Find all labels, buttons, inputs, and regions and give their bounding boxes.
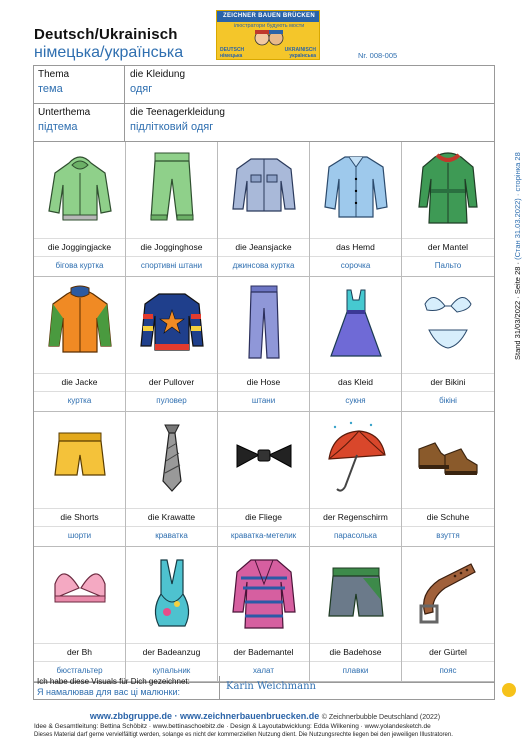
vocab-card <box>402 277 494 412</box>
subtheme-uk: підлітковий одяг <box>130 121 214 133</box>
word-de: der Gürtel <box>402 643 494 660</box>
illustrator-label-uk: Я намалював для вас ці малюнки: <box>37 687 180 697</box>
vocab-card <box>402 547 494 682</box>
bow-tie-icon <box>231 419 297 497</box>
footer-urls <box>0 711 530 721</box>
logo-faces-icon <box>253 29 285 47</box>
bathrobe-icon <box>231 554 297 632</box>
belt-icon <box>415 554 481 632</box>
subtheme-label-de: Unterthema <box>38 107 91 118</box>
word-de: die Schuhe <box>402 508 494 525</box>
vocab-card <box>310 277 402 412</box>
theme-uk: одяг <box>130 83 153 95</box>
word-de: die Hose <box>218 373 309 390</box>
footer-credits: Idee & Gesamtleitung: Bettina Schöbitz · www.bettinaschoebitz.de · Design & Layoutabwicklung: Edda Wilkening · www.yolandesketch.de <box>34 723 431 730</box>
word-uk: джинсова куртка <box>218 256 309 275</box>
word-uk: сорочка <box>310 256 401 275</box>
jeans-jacket-icon <box>231 149 297 227</box>
word-uk: пуловер <box>126 391 217 410</box>
vocab-card <box>126 277 218 412</box>
vocab-card <box>402 142 494 277</box>
tie-icon <box>139 419 205 497</box>
logo-line1: ZEICHNER BAUEN BRÜCKEN <box>217 11 320 22</box>
word-uk: пояс <box>402 661 494 680</box>
vocab-card <box>126 142 218 277</box>
footer-links[interactable]: www.zbbgruppe.de · www.zeichnerbauenbruecken.de <box>89 711 320 721</box>
word-de: die Badehose <box>310 643 401 660</box>
vocab-card <box>34 412 126 547</box>
word-de: die Jacke <box>34 373 125 390</box>
subtheme-label-uk: підтема <box>38 121 78 133</box>
footer-license: Dieses Material darf gerne vervielfältigt werden, solange es nicht der kommerziellen Nutzung dient. Die Nutzungsrechte liegen bei den jeweiligen Illustratoren. <box>34 732 453 738</box>
word-de: die Joggingjacke <box>34 238 125 255</box>
shirt-icon <box>323 149 389 227</box>
vocab-card <box>310 547 402 682</box>
logo-left-label: DEUTSCH німецька <box>220 47 245 59</box>
theme-label-de: Thema <box>38 69 70 80</box>
vocab-card <box>218 412 310 547</box>
word-uk: Пальто <box>402 256 494 275</box>
illustrator-name: Karin Weichmann <box>226 681 316 692</box>
word-de: die Jogginghose <box>126 238 217 255</box>
hoodie-icon <box>47 149 113 227</box>
word-de: die Shorts <box>34 508 125 525</box>
word-de: der Mantel <box>402 238 494 255</box>
jacket-icon <box>47 284 113 362</box>
word-de: der Bh <box>34 643 125 660</box>
subtheme-de: die Teenagerkleidung <box>130 107 225 118</box>
bikini-icon <box>415 284 481 362</box>
word-uk: халат <box>218 661 309 680</box>
logo-right-label: UKRAINISCH українська <box>284 47 316 59</box>
corner-dot-icon <box>502 683 516 697</box>
word-uk: спортивні штани <box>126 256 217 275</box>
word-de: die Jeansjacke <box>218 238 309 255</box>
word-de: das Kleid <box>310 373 401 390</box>
theme-de: die Kleidung <box>130 69 186 80</box>
illustrator-label-de: Ich habe diese Visuals für Dich gezeichnet: <box>37 677 190 686</box>
word-de: der Regenschirm <box>310 508 401 525</box>
word-de: der Pullover <box>126 373 217 390</box>
vocab-card <box>34 277 126 412</box>
footer-copyright: © Zeichnerbubble Deutschland (2022) <box>321 714 441 721</box>
vocab-card <box>310 412 402 547</box>
word-uk: шорти <box>34 526 125 545</box>
word-uk: краватка <box>126 526 217 545</box>
word-uk: бікіні <box>402 391 494 410</box>
shorts-icon <box>47 419 113 497</box>
swimsuit-icon <box>139 554 205 632</box>
vocab-card <box>34 142 126 277</box>
side-info-de: Stand 31/03/2022 · Seite 28 · <box>513 262 522 360</box>
word-uk: бюстгальтер <box>34 661 125 680</box>
word-de: der Bikini <box>402 373 494 390</box>
logo-line2: ілюстратори будують мости <box>233 23 305 29</box>
sweater-icon <box>139 284 205 362</box>
theme-table <box>33 65 495 142</box>
vocab-card <box>218 547 310 682</box>
vocab-card <box>126 547 218 682</box>
bra-icon <box>47 554 113 632</box>
side-page-info <box>513 152 522 360</box>
vocab-card <box>218 142 310 277</box>
word-uk: взуття <box>402 526 494 545</box>
word-de: die Krawatte <box>126 508 217 525</box>
vocab-card <box>126 412 218 547</box>
document-number: Nr. 008-005 <box>358 51 398 60</box>
vocab-card <box>34 547 126 682</box>
swim-trunks-icon <box>323 554 389 632</box>
coat-icon <box>415 149 481 227</box>
word-uk: штани <box>218 391 309 410</box>
trousers-icon <box>231 284 297 362</box>
word-de: der Badeanzug <box>126 643 217 660</box>
title-ukrainian: німецька/українська <box>34 44 184 61</box>
word-uk: куртка <box>34 391 125 410</box>
title-german: Deutsch/Ukrainisch <box>34 26 178 43</box>
word-uk: сукня <box>310 391 401 410</box>
vocab-card <box>402 412 494 547</box>
dress-icon <box>323 284 389 362</box>
word-uk: бігова куртка <box>34 256 125 275</box>
illustrator-row <box>33 676 495 700</box>
shoes-icon <box>415 419 481 497</box>
word-de: das Hemd <box>310 238 401 255</box>
vocabulary-grid <box>33 141 495 683</box>
word-uk: краватка-метелик <box>218 526 309 545</box>
vocab-card <box>310 142 402 277</box>
side-info-uk: (Стан 31.03.2022) · сторінка 28 <box>513 152 522 260</box>
word-uk: купальник <box>126 661 217 680</box>
word-uk: парасолька <box>310 526 401 545</box>
vocab-card <box>218 277 310 412</box>
theme-label-uk: тема <box>38 83 63 95</box>
sweatpants-icon <box>139 149 205 227</box>
word-uk: плавки <box>310 661 401 680</box>
project-logo <box>216 10 320 60</box>
umbrella-icon <box>323 419 389 497</box>
word-de: der Bademantel <box>218 643 309 660</box>
word-de: die Fliege <box>218 508 309 525</box>
